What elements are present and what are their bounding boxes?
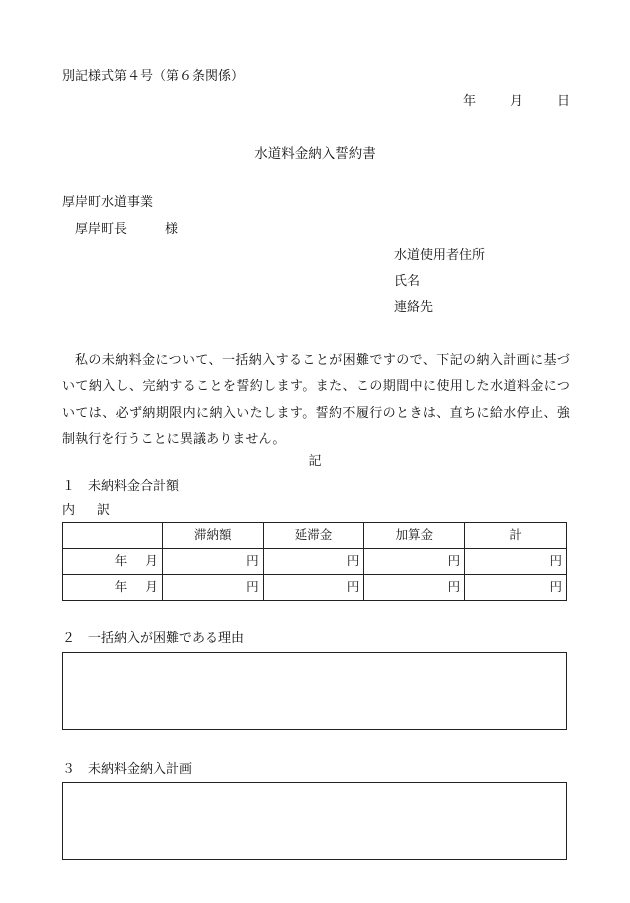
payment-plan-input-box[interactable] <box>62 782 567 860</box>
table-header-cell <box>63 523 163 549</box>
table-header-cell: 延滞金 <box>263 523 364 549</box>
date-year-label: 年 <box>463 94 477 109</box>
table-row <box>63 575 567 601</box>
table-header-row <box>63 523 567 549</box>
user-contact-label: 連絡先 <box>394 300 434 315</box>
year-label: 年 <box>114 553 128 569</box>
reason-input-box[interactable] <box>62 652 567 730</box>
month-label: 月 <box>145 579 158 595</box>
month-label: 月 <box>145 553 158 569</box>
section1-heading: １ 未納料金合計額 <box>62 479 180 494</box>
arrears-table <box>62 522 567 601</box>
pledge-body: 私の未納料金について、一括納入することが困難ですので、下記の納入計画に基づいて納入し、完納することを誓約します。また、この期間中に使用した水道料金については、必ず納期限内に納入いたします。誓約不履行のときは、直ちに給水停止、強制執行を行うことに異議ありません。 <box>62 353 570 447</box>
section3-heading: ３ 未納料金納入計画 <box>62 762 193 777</box>
breakdown-label-1: 内 <box>62 503 76 518</box>
addressee-organization: 厚岸町水道事業 <box>62 195 154 210</box>
amount-cell[interactable]: 円 <box>162 549 263 575</box>
addressee-title: 厚岸町長 <box>75 222 128 237</box>
amount-cell[interactable]: 円 <box>465 549 567 575</box>
amount-cell[interactable]: 円 <box>465 575 567 601</box>
amount-cell[interactable]: 円 <box>364 549 465 575</box>
user-address-label: 水道使用者住所 <box>394 248 486 263</box>
year-month-cell[interactable] <box>63 575 163 601</box>
amount-cell[interactable]: 円 <box>162 575 263 601</box>
date-month-label: 月 <box>510 94 524 109</box>
addressee-honorific: 様 <box>165 222 179 237</box>
table-header-cell: 滞納額 <box>162 523 263 549</box>
table-row <box>63 549 567 575</box>
section2-heading: ２ 一括納入が困難である理由 <box>62 631 245 646</box>
table-header-cell: 計 <box>465 523 567 549</box>
date-day-label: 日 <box>557 94 571 109</box>
date-line <box>463 95 570 108</box>
breakdown-label <box>62 504 110 517</box>
table-header-cell: 加算金 <box>364 523 465 549</box>
user-name-label: 氏名 <box>394 274 421 289</box>
document-title: 水道料金納入誓約書 <box>254 146 376 162</box>
amount-cell[interactable]: 円 <box>364 575 465 601</box>
amount-cell[interactable]: 円 <box>263 575 364 601</box>
form-id: 別記様式第４号（第６条関係） <box>62 69 245 84</box>
year-label: 年 <box>114 579 128 595</box>
ki-heading: 記 <box>308 454 322 469</box>
amount-cell[interactable]: 円 <box>263 549 364 575</box>
addressee-mayor <box>75 223 178 236</box>
breakdown-label-2: 訳 <box>97 503 111 518</box>
year-month-cell[interactable] <box>63 549 163 575</box>
